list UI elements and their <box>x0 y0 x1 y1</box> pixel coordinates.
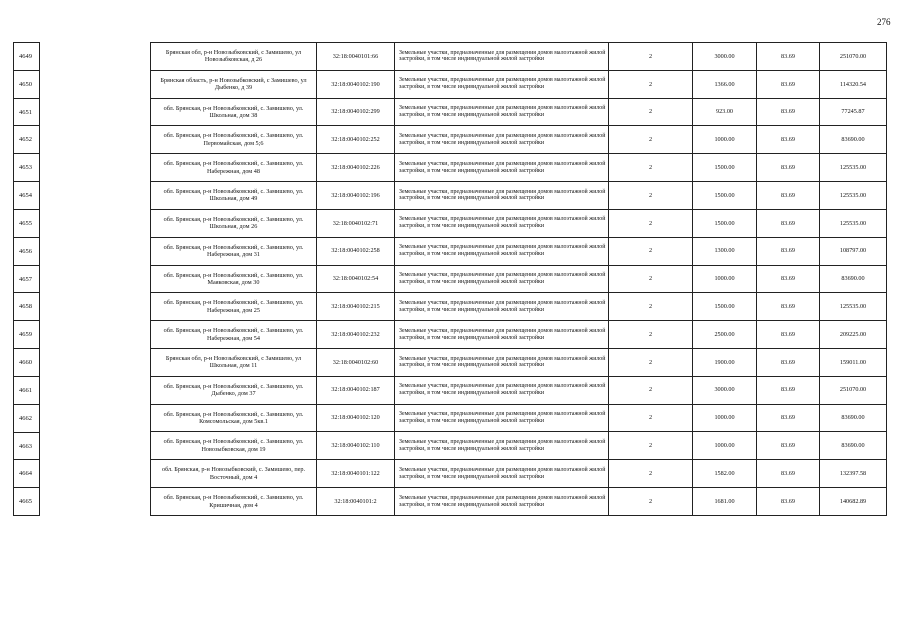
table-row <box>151 182 887 210</box>
area-cell: 2500.00 <box>693 321 757 349</box>
address-cell: обл. Брянская, р-н Новозыбковский, с. Замишево, ул. Школьная, дом 49 <box>151 182 317 210</box>
table-row <box>151 70 887 98</box>
area-cell: 1000.00 <box>693 265 757 293</box>
cadastral-number-cell: 32:18:0040101:66 <box>317 43 395 71</box>
table-row <box>151 376 887 404</box>
table-row <box>151 293 887 321</box>
register-table <box>150 42 887 516</box>
cadastral-number-cell: 32:18:0040102:187 <box>317 376 395 404</box>
category-cell: 2 <box>609 70 693 98</box>
category-cell: 2 <box>609 488 693 516</box>
area-cell: 1681.00 <box>693 488 757 516</box>
land-purpose-cell: Земельные участки, предназначенные для размещения домов малоэтажной жилой застройки, в том числе индивидуальной жилой застройки <box>395 460 609 488</box>
address-cell: обл. Брянская, р-н Новозыбковский, с. Замишево, ул. Школьная, дом 26 <box>151 209 317 237</box>
specific-value-cell: 83.69 <box>757 154 820 182</box>
area-cell: 1000.00 <box>693 126 757 154</box>
address-cell: обл. Брянская, р-н Новозыбковский, с. Замишево, ул. Маяковская, дом 30 <box>151 265 317 293</box>
address-cell: Брянская область, р-н Новозыбковский, с Замишево, ул Дыбенко, д 39 <box>151 70 317 98</box>
address-cell: обл. Брянская, р-н Новозыбковский, с. Замишево, ул. Набережная, дом 31 <box>151 237 317 265</box>
row-number-column <box>13 42 40 516</box>
row-number: 4655 <box>14 210 39 238</box>
land-purpose-cell: Земельные участки, предназначенные для размещения домов малоэтажной жилой застройки, в том числе индивидуальной жилой застройки <box>395 376 609 404</box>
specific-value-cell: 83.69 <box>757 488 820 516</box>
row-number: 4661 <box>14 377 39 405</box>
area-cell: 1500.00 <box>693 182 757 210</box>
table-row <box>151 43 887 71</box>
specific-value-cell: 83.69 <box>757 376 820 404</box>
specific-value-cell: 83.69 <box>757 182 820 210</box>
specific-value-cell: 83.69 <box>757 209 820 237</box>
cadastral-value-cell: 108797.00 <box>820 237 887 265</box>
category-cell: 2 <box>609 237 693 265</box>
address-cell: обл. Брянская, р-н Новозыбковский, с. Замишево, ул. Школьная, дом 38 <box>151 98 317 126</box>
category-cell: 2 <box>609 432 693 460</box>
specific-value-cell: 83.69 <box>757 70 820 98</box>
row-number: 4657 <box>14 266 39 294</box>
table-row <box>151 237 887 265</box>
area-cell: 1500.00 <box>693 209 757 237</box>
page-number: 276 <box>877 17 891 27</box>
cadastral-number-cell: 32:18:0040102:110 <box>317 432 395 460</box>
cadastral-number-cell: 32:18:0040102:60 <box>317 348 395 376</box>
area-cell: 1900.00 <box>693 348 757 376</box>
cadastral-number-cell: 32:18:0040102:252 <box>317 126 395 154</box>
row-number: 4665 <box>19 498 32 506</box>
land-purpose-cell: Земельные участки, предназначенные для размещения домов малоэтажной жилой застройки, в том числе индивидуальной жилой застройки <box>395 488 609 516</box>
specific-value-cell: 83.69 <box>757 43 820 71</box>
cadastral-value-cell: 83690.00 <box>820 404 887 432</box>
category-cell: 2 <box>609 43 693 71</box>
row-number: 4656 <box>14 238 39 266</box>
land-purpose-cell: Земельные участки, предназначенные для размещения домов малоэтажной жилой застройки, в том числе индивидуальной жилой застройки <box>395 182 609 210</box>
land-purpose-cell: Земельные участки, предназначенные для размещения домов малоэтажной жилой застройки, в том числе индивидуальной жилой застройки <box>395 404 609 432</box>
specific-value-cell: 83.69 <box>757 460 820 488</box>
area-cell: 1500.00 <box>693 293 757 321</box>
land-purpose-cell: Земельные участки, предназначенные для размещения домов малоэтажной жилой застройки, в том числе индивидуальной жилой застройки <box>395 237 609 265</box>
row-number: 4659 <box>14 321 39 349</box>
address-cell: обл. Брянская, р-н Новозыбковский, с. Замишево, ул. Комсомольская, дом 5кв.1 <box>151 404 317 432</box>
cadastral-value-cell: 77245.87 <box>820 98 887 126</box>
cadastral-value-cell: 83690.00 <box>820 126 887 154</box>
category-cell: 2 <box>609 126 693 154</box>
cadastral-number-cell: 32:18:0040101:122 <box>317 460 395 488</box>
land-purpose-cell: Земельные участки, предназначенные для размещения домов малоэтажной жилой застройки, в том числе индивидуальной жилой застройки <box>395 43 609 71</box>
land-purpose-cell: Земельные участки, предназначенные для размещения домов малоэтажной жилой застройки, в том числе индивидуальной жилой застройки <box>395 265 609 293</box>
cadastral-number-cell: 32:18:0040102:190 <box>317 70 395 98</box>
area-cell: 1300.00 <box>693 237 757 265</box>
specific-value-cell: 83.69 <box>757 98 820 126</box>
table-row <box>151 209 887 237</box>
address-cell: обл. Брянская, р-н Новозыбковский, с. Замишево, ул. Набережная, дом 54 <box>151 321 317 349</box>
row-number: 4664 <box>14 460 39 488</box>
specific-value-cell: 83.69 <box>757 432 820 460</box>
category-cell: 2 <box>609 321 693 349</box>
category-cell: 2 <box>609 404 693 432</box>
specific-value-cell: 83.69 <box>757 348 820 376</box>
category-cell: 2 <box>609 182 693 210</box>
category-cell: 2 <box>609 348 693 376</box>
area-cell: 3000.00 <box>693 376 757 404</box>
area-cell: 1366.00 <box>693 70 757 98</box>
specific-value-cell: 83.69 <box>757 321 820 349</box>
area-cell: 923.00 <box>693 98 757 126</box>
cadastral-value-cell: 251070.00 <box>820 376 887 404</box>
cadastral-value-cell: 251070.00 <box>820 43 887 71</box>
table-row <box>151 126 887 154</box>
row-number: 4651 <box>14 99 39 127</box>
row-number: 4660 <box>14 349 39 377</box>
area-cell: 1000.00 <box>693 432 757 460</box>
cadastral-number-cell: 32:18:0040102:196 <box>317 182 395 210</box>
row-number: 4652 <box>14 126 39 154</box>
land-purpose-cell: Земельные участки, предназначенные для размещения домов малоэтажной жилой застройки, в том числе индивидуальной жилой застройки <box>395 70 609 98</box>
land-purpose-cell: Земельные участки, предназначенные для размещения домов малоэтажной жилой застройки, в том числе индивидуальной жилой застройки <box>395 154 609 182</box>
area-cell: 1582.00 <box>693 460 757 488</box>
cadastral-value-cell: 125535.00 <box>820 182 887 210</box>
cadastral-number-cell: 32:18:0040101:2 <box>317 488 395 516</box>
area-cell: 1500.00 <box>693 154 757 182</box>
row-number: 4649 <box>14 43 39 71</box>
category-cell: 2 <box>609 154 693 182</box>
cadastral-value-cell: 209225.00 <box>820 321 887 349</box>
cadastral-value-cell: 114320.54 <box>820 70 887 98</box>
land-purpose-cell: Земельные участки, предназначенные для размещения домов малоэтажной жилой застройки, в том числе индивидуальной жилой застройки <box>395 321 609 349</box>
specific-value-cell: 83.69 <box>757 237 820 265</box>
cadastral-number-cell: 32:18:0040102:120 <box>317 404 395 432</box>
row-number: 4653 <box>14 154 39 182</box>
row-number: 4654 <box>14 182 39 210</box>
address-cell: обл. Брянская, р-н Новозыбковский, с. Замишево, пер. Восточный, дом 4 <box>151 460 317 488</box>
area-cell: 1000.00 <box>693 404 757 432</box>
cadastral-number-cell: 32:18:0040102:299 <box>317 98 395 126</box>
address-cell: обл. Брянская, р-н Новозыбковский, с. Замишево, ул. Дыбенко, дом 37 <box>151 376 317 404</box>
category-cell: 2 <box>609 376 693 404</box>
row-number: 4663 <box>14 433 39 461</box>
address-cell: обл. Брянская, р-н Новозыбковский, с. Замишево, ул. Первомайская, дом 5;6 <box>151 126 317 154</box>
cadastral-value-cell: 132397.58 <box>820 460 887 488</box>
row-number: 4662 <box>14 405 39 433</box>
address-cell: обл. Брянская, р-н Новозыбковский, с. Замишево, ул. Новозыбковская, дом 19 <box>151 432 317 460</box>
category-cell: 2 <box>609 460 693 488</box>
specific-value-cell: 83.69 <box>757 126 820 154</box>
cadastral-number-cell: 32:18:0040102:226 <box>317 154 395 182</box>
category-cell: 2 <box>609 209 693 237</box>
land-purpose-cell: Земельные участки, предназначенные для размещения домов малоэтажной жилой застройки, в том числе индивидуальной жилой застройки <box>395 293 609 321</box>
table-row <box>151 154 887 182</box>
table-row <box>151 98 887 126</box>
cadastral-number-cell: 32:18:0040102:232 <box>317 321 395 349</box>
cadastral-value-cell: 125535.00 <box>820 293 887 321</box>
land-purpose-cell: Земельные участки, предназначенные для размещения домов малоэтажной жилой застройки, в том числе индивидуальной жилой застройки <box>395 126 609 154</box>
table-row <box>151 348 887 376</box>
row-number: 4658 <box>14 293 39 321</box>
land-purpose-cell: Земельные участки, предназначенные для размещения домов малоэтажной жилой застройки, в том числе индивидуальной жилой застройки <box>395 348 609 376</box>
cadastral-value-cell: 83690.00 <box>820 265 887 293</box>
table-row <box>151 404 887 432</box>
address-cell: обл. Брянская, р-н Новозыбковский, с. Замишево, ул. Набережная, дом 48 <box>151 154 317 182</box>
land-purpose-cell: Земельные участки, предназначенные для размещения домов малоэтажной жилой застройки, в том числе индивидуальной жилой застройки <box>395 209 609 237</box>
address-cell: Брянская обл, р-н Новозыбковский, с Замишево, ул Новозыбковская, д 26 <box>151 43 317 71</box>
specific-value-cell: 83.69 <box>757 404 820 432</box>
cadastral-value-cell: 140682.89 <box>820 488 887 516</box>
address-cell: обл. Брянская, р-н Новозыбковский, с. Замишево, ул. Набережная, дом 25 <box>151 293 317 321</box>
area-cell: 3000.00 <box>693 43 757 71</box>
address-cell: обл. Брянская, р-н Новозыбковский, с. Замишево, ул. Кришичная, дом 4 <box>151 488 317 516</box>
table-row <box>151 460 887 488</box>
table-row <box>151 265 887 293</box>
row-number: 4650 <box>14 71 39 99</box>
category-cell: 2 <box>609 265 693 293</box>
specific-value-cell: 83.69 <box>757 293 820 321</box>
land-purpose-cell: Земельные участки, предназначенные для размещения домов малоэтажной жилой застройки, в том числе индивидуальной жилой застройки <box>395 98 609 126</box>
cadastral-value-cell: 125535.00 <box>820 209 887 237</box>
table-row <box>151 321 887 349</box>
cadastral-value-cell: 159011.00 <box>820 348 887 376</box>
category-cell: 2 <box>609 293 693 321</box>
table-row <box>151 432 887 460</box>
land-purpose-cell: Земельные участки, предназначенные для размещения домов малоэтажной жилой застройки, в том числе индивидуальной жилой застройки <box>395 432 609 460</box>
address-cell: Брянская обл, р-н Новозыбковский, с Замишево, ул Школьная, дом 11 <box>151 348 317 376</box>
specific-value-cell: 83.69 <box>757 265 820 293</box>
cadastral-number-cell: 32:18:0040102:54 <box>317 265 395 293</box>
category-cell: 2 <box>609 98 693 126</box>
cadastral-number-cell: 32:18:0040102:215 <box>317 293 395 321</box>
cadastral-value-cell: 125535.00 <box>820 154 887 182</box>
cadastral-value-cell: 83690.00 <box>820 432 887 460</box>
cadastral-number-cell: 32:18:0040102:71 <box>317 209 395 237</box>
table-row <box>151 488 887 516</box>
cadastral-number-cell: 32:18:0040102:258 <box>317 237 395 265</box>
